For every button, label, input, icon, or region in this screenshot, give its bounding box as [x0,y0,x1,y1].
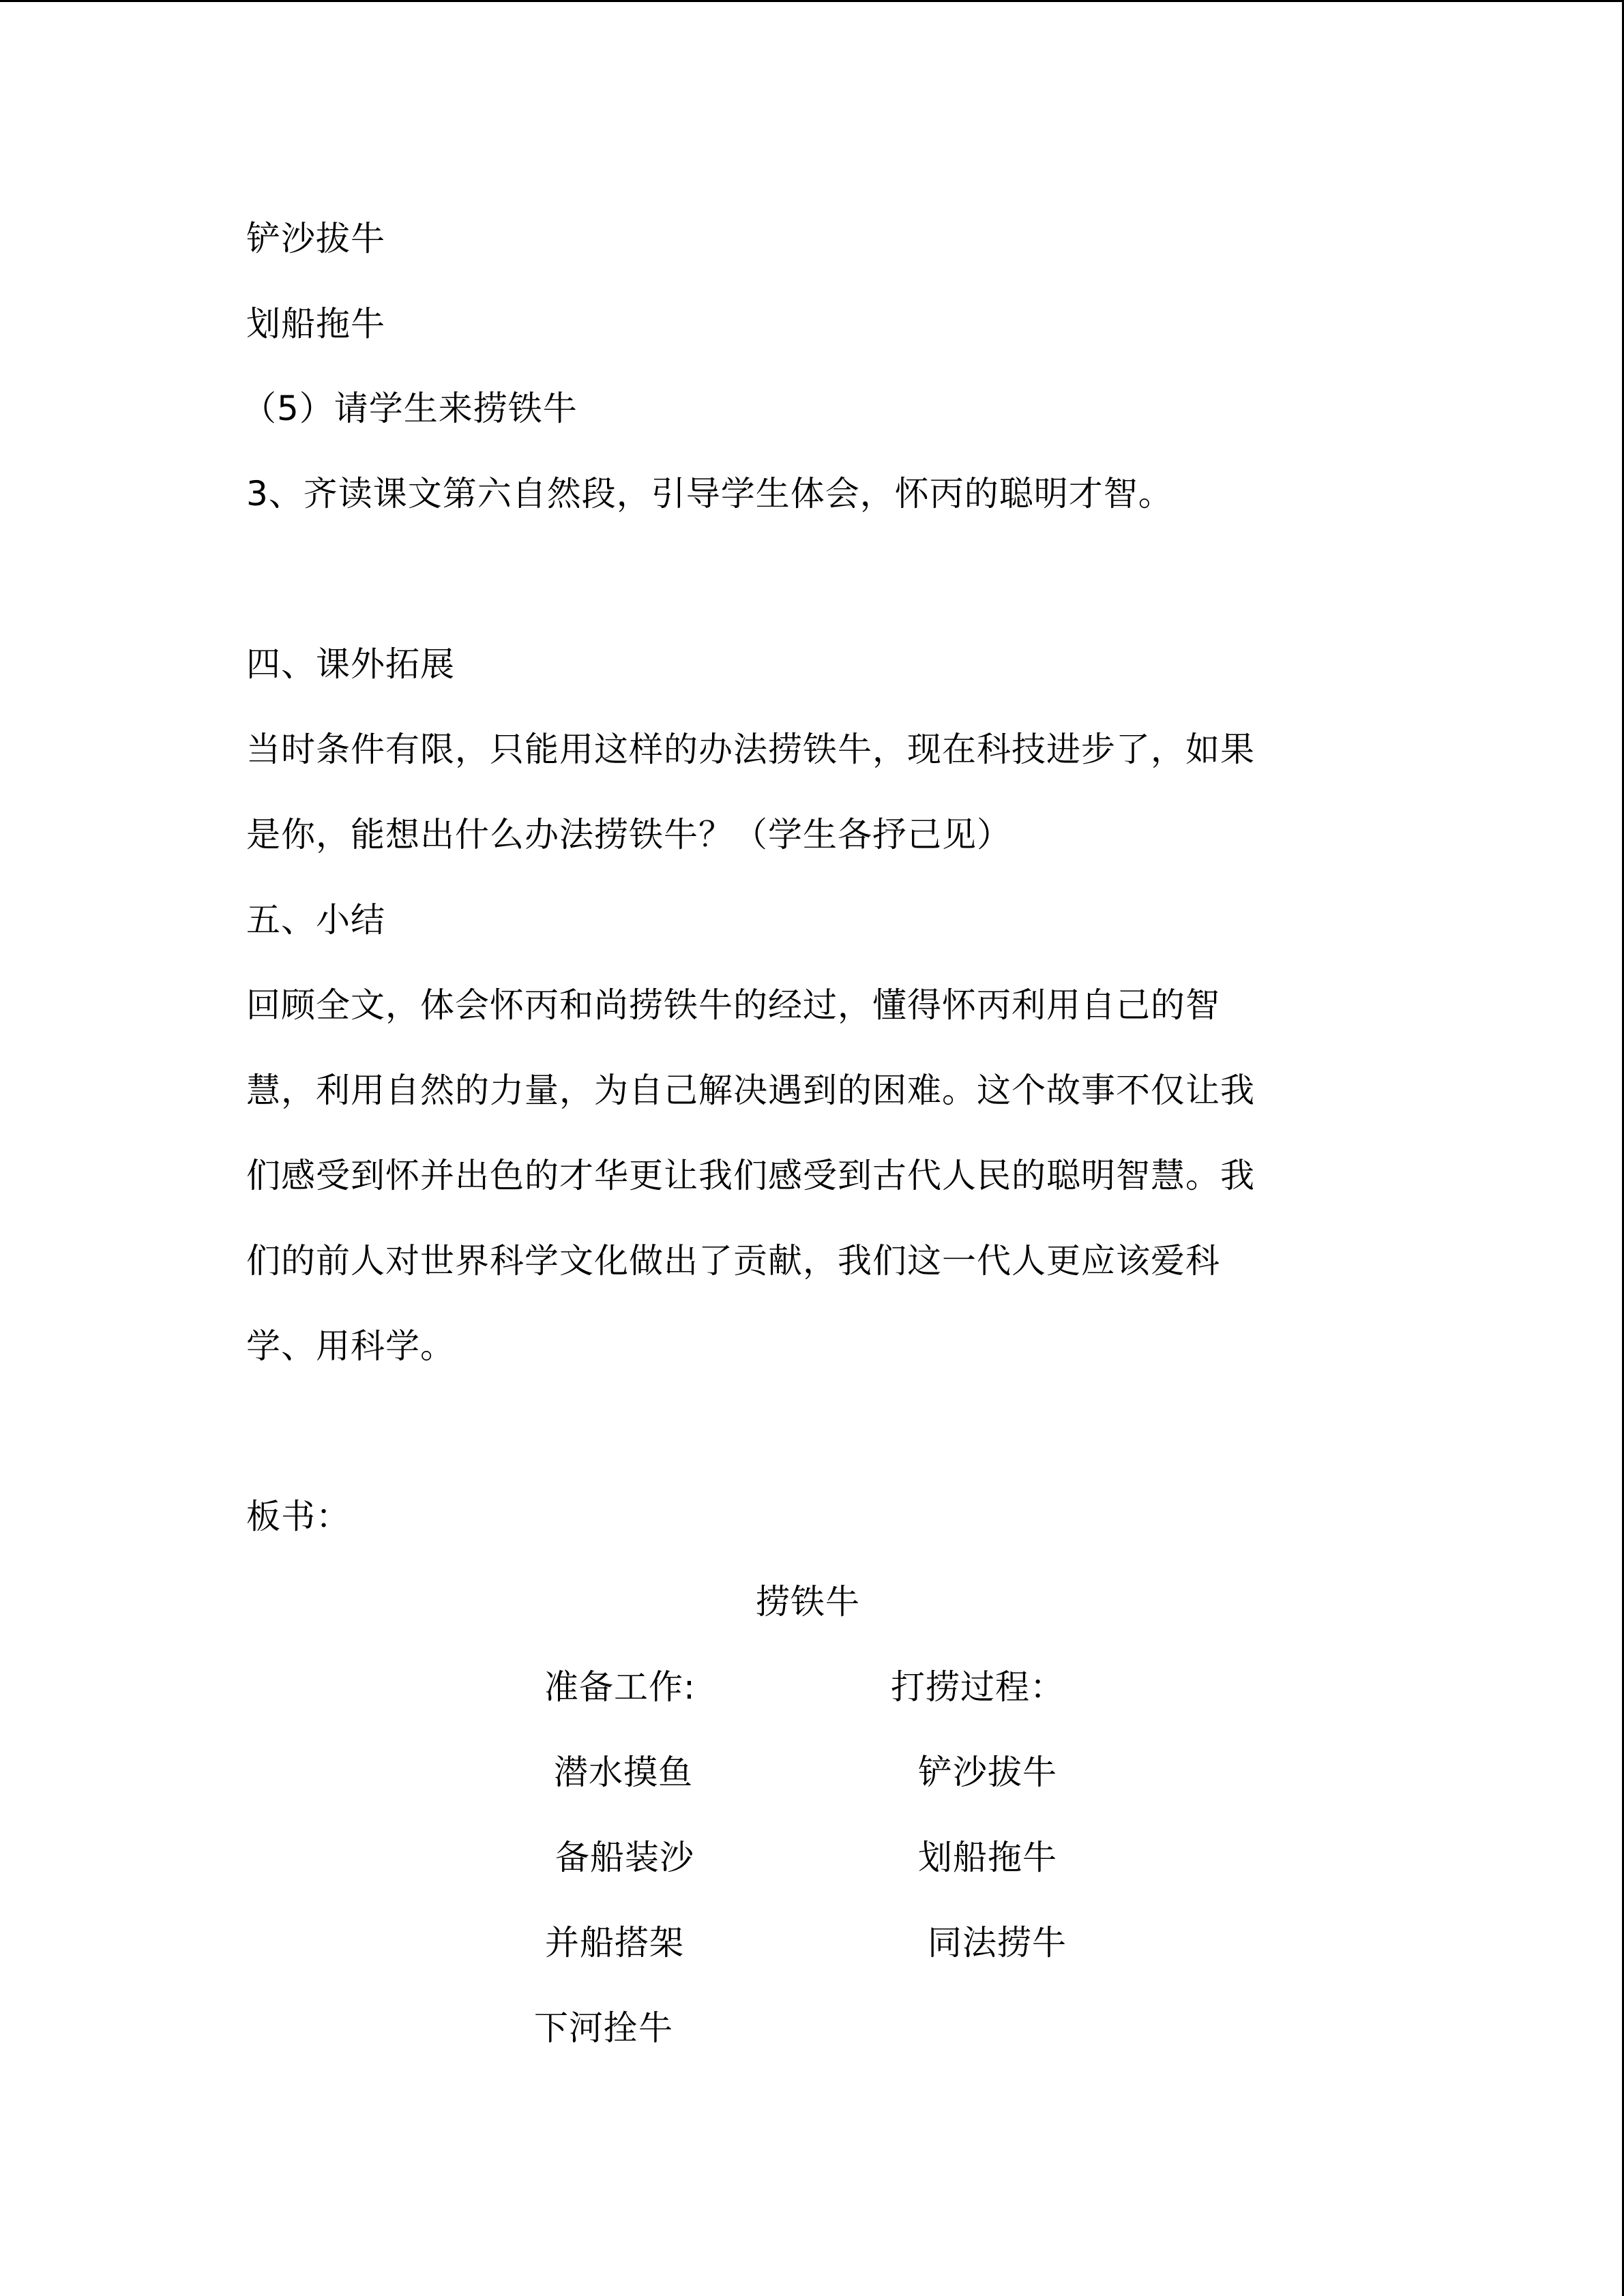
text-line: 慧，利用自然的力量，为自己解决遇到的困难。这个故事不仅让我 [246,1071,1255,1110]
text-line: 回顾全文，体会怀丙和尚捞铁牛的经过，懂得怀丙利用自己的智 [246,985,1220,1025]
text-line: 铲沙拔牛 [246,219,385,258]
text-line: 们感受到怀并出色的才华更让我们感受到古代人民的聪明智慧。我 [246,1156,1255,1195]
board-left-heading: 准备工作: [544,1667,696,1707]
board-title: 捞铁牛 [756,1582,860,1622]
board-left-item: 备船装沙 [555,1838,694,1877]
board-label: 板书： [246,1497,351,1536]
text-line: 3、齐读课文第六自然段，引导学生体会，怀丙的聪明才智。 [246,474,1173,513]
board-right-item: 铲沙拔牛 [918,1753,1057,1792]
board-left-item: 下河拴牛 [534,2008,673,2048]
text-line: 当时条件有限，只能用这样的办法捞铁牛，现在科技进步了，如果 [246,730,1255,769]
text-line: 学、用科学。 [246,1326,455,1366]
board-left-item: 潜水摸鱼 [554,1753,693,1792]
section-heading: 五、小结 [246,900,385,940]
text-line: 划船拖牛 [246,304,385,344]
text-line: 们的前人对世界科学文化做出了贡献，我们这一代人更应该爱科 [246,1241,1220,1281]
board-right-item: 划船拖牛 [918,1838,1057,1877]
board-left-item: 并船搭架 [545,1923,684,1963]
page-border-top [0,0,1624,2]
board-right-heading: 打捞过程： [891,1667,1065,1707]
text-line: 是你，能想出什么办法捞铁牛？（学生各抒己见） [246,815,1012,854]
section-heading: 四、课外拓展 [246,644,455,684]
text-line: （5）请学生来捞铁牛 [242,389,578,428]
board-right-item: 同法捞牛 [928,1923,1067,1963]
